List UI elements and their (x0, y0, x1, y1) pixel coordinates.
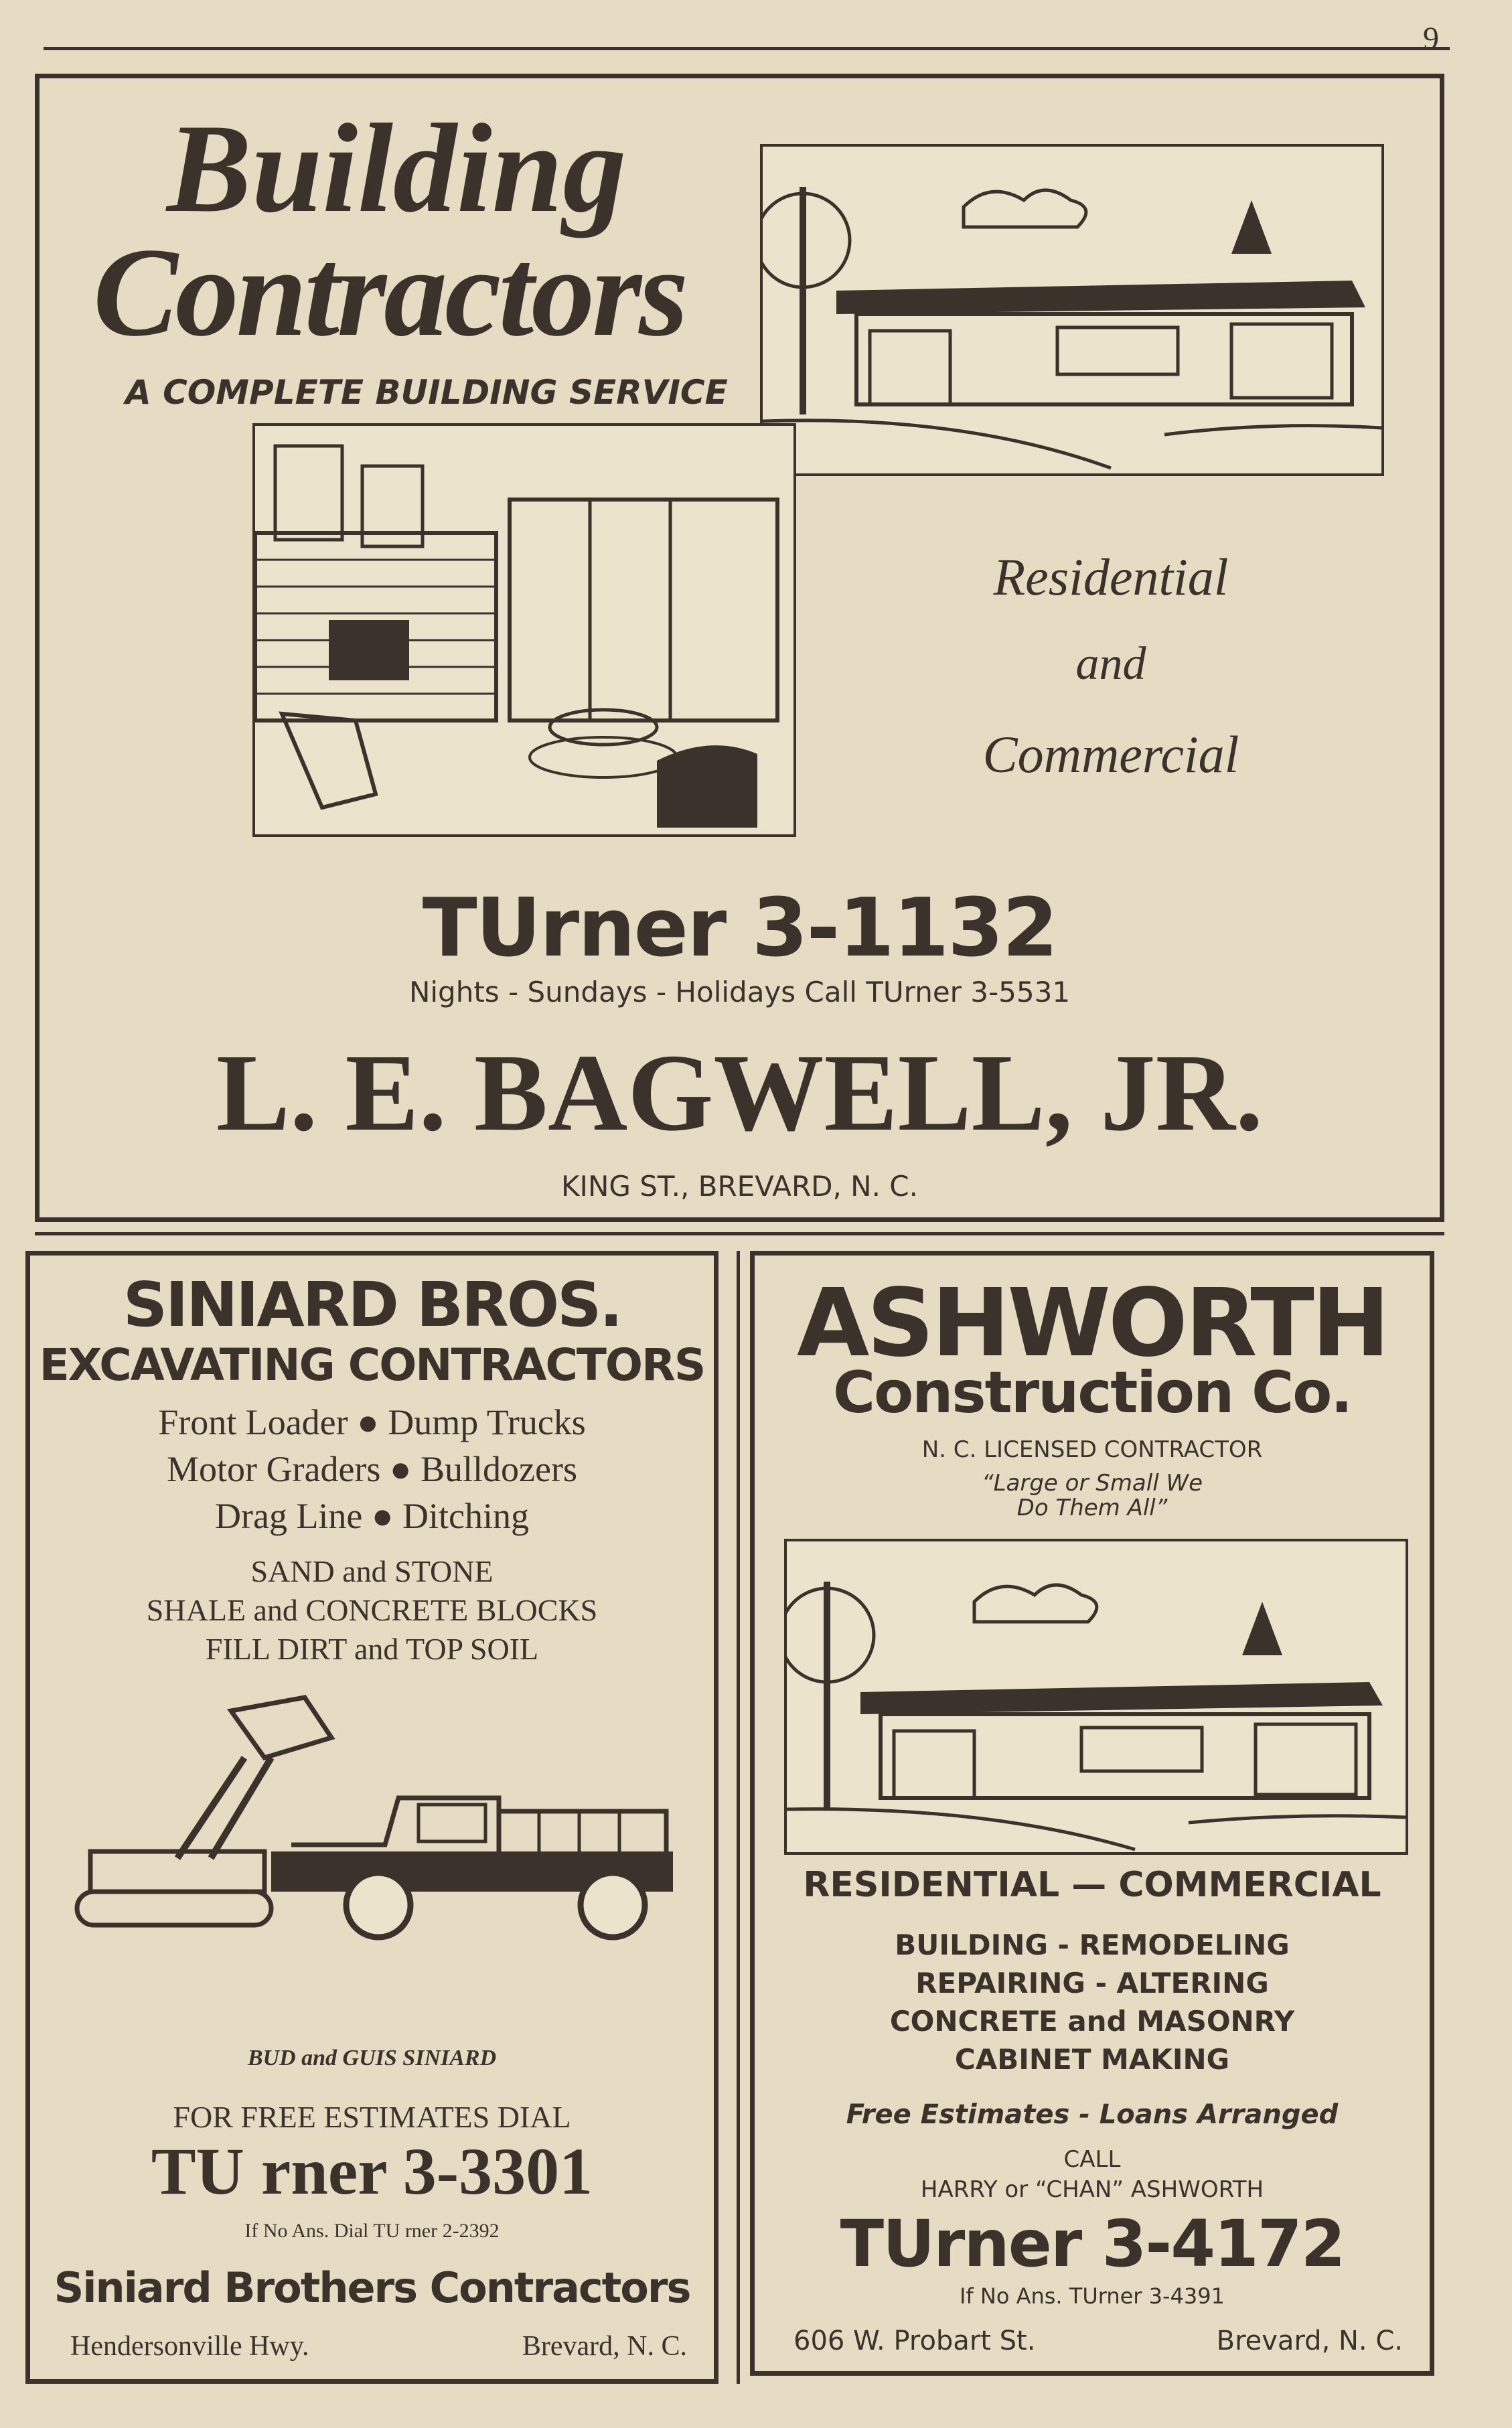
bagwell-after-hours: Nights - Sundays - Holidays Call TUrner 3-5531 (408, 976, 1071, 1008)
ashworth-house-illustration (784, 1539, 1408, 1855)
ashworth-subtitle: Construction Co. (832, 1359, 1352, 1426)
ashworth-address-left: 606 W. Probart St. (793, 2326, 1036, 2356)
ashworth-service-2: REPAIRING - ALTERING (915, 1967, 1269, 1999)
ashworth-service-1: BUILDING - REMODELING (895, 1928, 1290, 1961)
bagwell-ad (35, 74, 1444, 1222)
siniard-ad (25, 1251, 719, 2384)
siniard-owners: BUD and GUIS SINIARD (247, 2046, 497, 2070)
ashworth-license: N. C. LICENSED CONTRACTOR (921, 1436, 1263, 1463)
siniard-address-left: Hendersonville Hwy. (70, 2331, 309, 2362)
bagwell-name: L. E. BAGWELL, JR. (216, 1031, 1264, 1154)
siniard-name: SINIARD BROS. (123, 1269, 621, 1341)
section-rule (35, 1232, 1444, 1235)
header-rule (44, 47, 1450, 50)
ashworth-ad (750, 1251, 1434, 2376)
siniard-company: Siniard Brothers Contractors (54, 2263, 690, 2312)
bagwell-address: KING ST., BREVARD, N. C. (561, 1170, 918, 1203)
bagwell-tagline: A COMPLETE BUILDING SERVICE (125, 373, 728, 412)
siniard-material-2: SHALE and CONCRETE BLOCKS (146, 1593, 598, 1627)
bagwell-title-line2: Contractors (93, 222, 686, 363)
page-number: 9 (1423, 21, 1439, 56)
siniard-subtitle: EXCAVATING CONTRACTORS (39, 1339, 705, 1391)
siniard-phone: TU rner 3-3301 (151, 2134, 593, 2208)
siniard-material-1: SAND and STONE (250, 1554, 494, 1588)
ashworth-alt-phone: If No Ans. TUrner 3-4391 (960, 2283, 1225, 2309)
column-rule (737, 1251, 740, 2384)
ashworth-name: ASHWORTH (797, 1269, 1387, 1378)
siniard-equipment-3: Drag Line ● Ditching (215, 1496, 529, 1536)
siniard-equipment-illustration (70, 1684, 700, 1952)
bagwell-and: and (1075, 638, 1146, 690)
ashworth-slogan-1: “Large or Small We (981, 1470, 1203, 1497)
bagwell-house-illustration (760, 144, 1384, 476)
ashworth-address-right: Brevard, N. C. (1216, 2326, 1403, 2356)
siniard-material-3: FILL DIRT and TOP SOIL (205, 1632, 539, 1666)
bagwell-commercial: Commercial (982, 725, 1239, 783)
bagwell-interior-illustration (252, 423, 796, 837)
siniard-address-right: Brevard, N. C. (522, 2331, 687, 2362)
ashworth-estimates: Free Estimates - Loans Arranged (846, 2099, 1339, 2130)
ashworth-service-3: CONCRETE and MASONRY (889, 2005, 1295, 2038)
ashworth-phone: TUrner 3-4172 (840, 2206, 1345, 2281)
ashworth-service-4: CABINET MAKING (954, 2043, 1230, 2076)
bagwell-residential: Residential (993, 548, 1229, 606)
bagwell-phone: TUrner 3-1132 (422, 882, 1057, 975)
ashworth-category: RESIDENTIAL — COMMERCIAL (803, 1865, 1381, 1905)
siniard-estimate-call: FOR FREE ESTIMATES DIAL (173, 2100, 571, 2134)
bagwell-title-line1: Building (167, 98, 627, 239)
siniard-equipment-2: Motor Graders ● Bulldozers (167, 1449, 577, 1489)
ashworth-contact: HARRY or “CHAN” ASHWORTH (920, 2176, 1264, 2203)
siniard-equipment-1: Front Loader ● Dump Trucks (158, 1402, 586, 1442)
ashworth-call: CALL (1063, 2146, 1121, 2173)
ashworth-slogan-2: Do Them All” (1016, 1495, 1168, 1521)
siniard-alt-phone: If No Ans. Dial TU rner 2-2392 (244, 2220, 500, 2242)
